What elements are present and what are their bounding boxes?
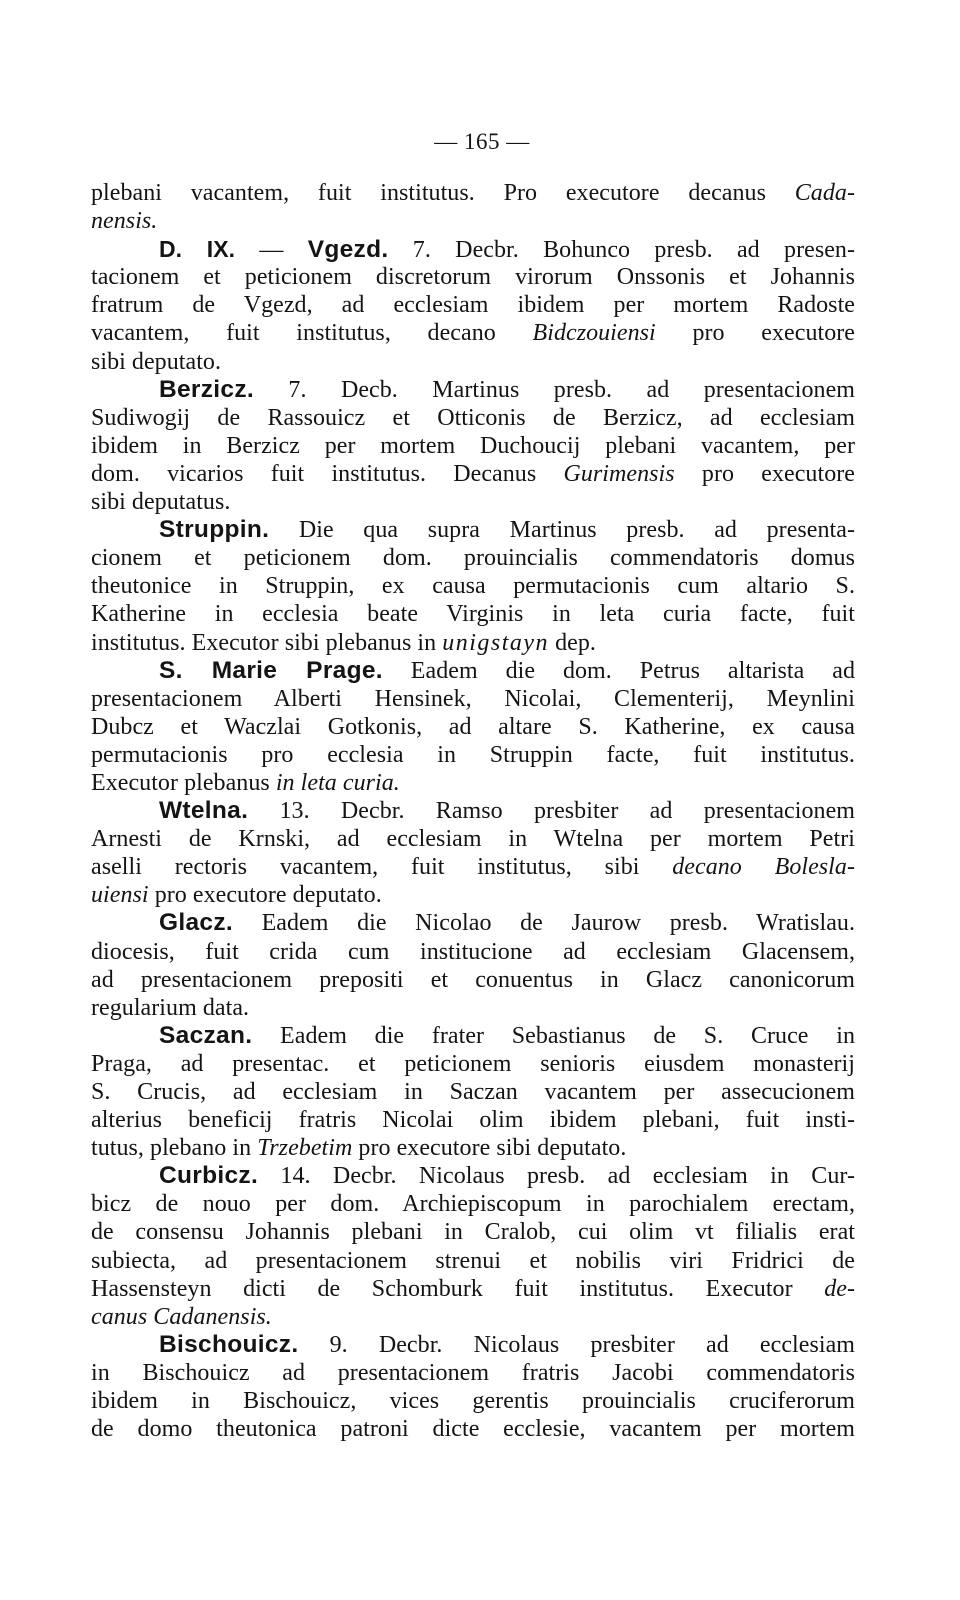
entry-first-line: [91, 1022, 855, 1050]
book-page: [91, 127, 855, 1443]
text-segment: de consensu Johannis plebani in Cralob, cui olim vt filialis erat: [91, 1219, 855, 1246]
text-segment: in Bischouicz ad presentacionem fratris Jacobi commendatoris: [91, 1359, 855, 1386]
text-segment: theutonice in Struppin, ex causa permutacionis cum altario S.: [91, 573, 855, 600]
italic-text: canus Cadanensis.: [91, 1303, 272, 1330]
text-segment: de domo theutonica patroni dicte ecclesie, vacantem per mortem: [91, 1416, 855, 1443]
italic-text: decano Boleslа-: [672, 854, 855, 881]
text-segment: fratrum de Vgezd, ad ecclesiam ibidem per mortem Radoste: [91, 292, 855, 319]
italic-text: Cada-: [794, 180, 855, 206]
text-segment: permutacionis pro ecclesia in Struppin facte, fuit institutus.: [91, 741, 855, 768]
text-segment: dep.: [549, 629, 596, 656]
place-name-heading: S. Marie Prage.: [159, 656, 383, 684]
text-line: [91, 966, 855, 994]
entry-first-line: [91, 516, 855, 544]
text-line: [91, 1275, 855, 1303]
text-line: [91, 319, 855, 347]
text-line: [91, 769, 855, 797]
italic-text: unigstayn: [442, 629, 550, 656]
text-segment: bicz de nouo per dom. Archiepiscopum in parochialem erectam,: [91, 1191, 855, 1218]
text-line: [91, 1359, 855, 1387]
text-segment: institutus. Executor sibi plebanus in: [91, 629, 443, 656]
place-name-heading: Saczan.: [159, 1021, 253, 1049]
text-line: [91, 1218, 855, 1246]
text-segment: ad presentacionem prepositi et conuentus in Glacz canonicorum: [91, 966, 855, 993]
text-line: [91, 994, 855, 1022]
text-segment: 9. Decbr. Nicolaus presbiter ad ecclesiam: [298, 1331, 855, 1358]
entry-first-line: [91, 1331, 855, 1359]
place-name-heading: Berzicz.: [159, 375, 254, 403]
text-segment: diocesis, fuit crida cum institucione ad ecclesiam Glacensem,: [91, 938, 855, 965]
text-segment: 7. Decb. Martinus presb. ad presentacionem: [254, 376, 855, 403]
text-line: [91, 1190, 855, 1218]
place-name-heading: Vgezd.: [307, 236, 389, 264]
place-name-heading: Wtelna.: [159, 797, 249, 825]
text-segment: vacantem, fuit institutus, decano: [91, 320, 533, 347]
text-segment: dom. vicarios fuit institutus. Decanus: [91, 460, 564, 487]
text-line: [91, 291, 855, 319]
text-segment: plebani vacantem, fuit institutus. Pro executore decanus: [91, 180, 795, 206]
text-segment: pro executore sibi deputato.: [352, 1135, 627, 1162]
text-line: [91, 1247, 855, 1275]
text-line: [91, 713, 855, 741]
text-line: [91, 432, 855, 460]
text-line: [91, 544, 855, 572]
italic-text: Bidczouiensi: [532, 320, 656, 347]
text-line: [91, 1387, 855, 1415]
text-segment: ibidem in Berzicz per mortem Duchoucij plebani vacantem, per: [91, 432, 855, 459]
text-segment: regularium data.: [91, 994, 250, 1021]
text-line: [91, 572, 855, 600]
text-segment: presentacionem Alberti Hensinek, Nicolai, Clementerij, Meynlini: [91, 685, 855, 712]
entry-first-line: [91, 657, 855, 685]
text-line: [91, 404, 855, 432]
text-segment: 13. Decbr. Ramso presbiter ad presentacionem: [248, 798, 855, 825]
italic-text: de-: [824, 1275, 855, 1302]
text-line: [91, 1106, 855, 1134]
text-segment: S. Crucis, ad ecclesiam in Saczan vacantem per assecucionem: [91, 1079, 855, 1105]
text-segment: Eadem die dom. Petrus altarista ad: [382, 657, 855, 684]
text-line: [91, 600, 855, 628]
entry-first-line: [91, 376, 855, 404]
text-segment: —: [235, 237, 308, 264]
place-name-heading: Bischouicz.: [159, 1330, 299, 1358]
text-segment: cionem et peticionem dom. prouincialis commendatoris domus: [91, 545, 855, 572]
text-segment: Arnesti de Krnski, ad ecclesiam in Wtelna per mortem Petri: [91, 826, 855, 853]
text-segment: tutus, plebano in: [91, 1135, 258, 1162]
place-name-heading: Glacz.: [159, 909, 233, 937]
text-line: [91, 179, 855, 207]
text-segment: aselli rectoris vacantem, fuit institutus, sibi: [91, 854, 673, 881]
text-line: [91, 263, 855, 291]
text-segment: alterius beneficij fratris Nicolai olim ibidem plebani, fuit insti-: [91, 1107, 855, 1134]
entry-first-line: [91, 909, 855, 937]
text-line: [91, 1134, 855, 1162]
text-segment: Dubcz et Waczlai Gotkonis, ad altare S. Katherine, ex causa: [91, 713, 855, 740]
text-line: [91, 1078, 855, 1106]
text-segment: 14. Decbr. Nicolaus presb. ad ecclesiam in Cur-: [258, 1163, 855, 1190]
text-segment: sibi deputatus.: [91, 489, 231, 516]
text-segment: Katherine in ecclesia beate Virginis in leta curia facte, fuit: [91, 601, 855, 628]
text-segment: Executor plebanus: [91, 769, 276, 796]
text-segment: pro executore deputato.: [148, 882, 382, 909]
italic-text: Trzebetim: [257, 1135, 353, 1162]
text-line: [91, 825, 855, 853]
page-number: — 165 —: [434, 129, 530, 154]
section-heading: D. IX.: [159, 236, 236, 263]
text-line: [91, 1415, 855, 1443]
text-segment: Die qua supra Martinus presb. ad presenta-: [269, 517, 855, 544]
text-segment: ibidem in Bischouicz, vices gerentis prouincialis cruciferorum: [91, 1388, 855, 1415]
italic-text: in leta curia.: [275, 769, 400, 796]
text-segment: 7. Decbr. Bohunco presb. ad presen-: [388, 237, 856, 264]
text-line: [91, 881, 855, 909]
page-body-text: [91, 179, 855, 1443]
italic-text: nensis.: [91, 208, 158, 235]
italic-text: Gurimensis: [563, 460, 675, 487]
text-segment: pro executore: [655, 320, 856, 347]
text-line: [91, 207, 855, 235]
text-line: [91, 460, 855, 488]
text-segment: Hassensteyn dicti de Schomburk fuit institutus. Executor: [91, 1275, 825, 1302]
text-line: [91, 348, 855, 376]
text-segment: Eadem die Nicolao de Jaurow presb. Wratislau.: [232, 910, 855, 937]
text-segment: Praga, ad presentac. et peticionem senioris eiusdem monasterij: [91, 1050, 855, 1077]
text-segment: sibi deputato.: [91, 348, 222, 375]
entry-first-line: [91, 1162, 855, 1190]
text-line: [91, 1303, 855, 1331]
place-name-heading: Curbicz.: [159, 1162, 259, 1190]
entry-first-line: [91, 235, 855, 263]
text-segment: pro executore: [674, 460, 855, 487]
text-line: [91, 853, 855, 881]
text-line: [91, 1050, 855, 1078]
text-line: [91, 488, 855, 516]
text-line: [91, 629, 855, 657]
place-name-heading: Struppin.: [159, 516, 270, 544]
text-segment: Eadem die frater Sebastianus de S. Cruce in: [252, 1022, 855, 1049]
text-segment: subiecta, ad presentacionem strenui et nobilis viri Fridrici de: [91, 1247, 855, 1274]
entry-first-line: [91, 797, 855, 825]
text-line: [91, 685, 855, 713]
text-line: [91, 741, 855, 769]
text-segment: Sudiwogij de Rassouicz et Otticonis de Berzicz, ad ecclesiam: [91, 404, 855, 431]
text-line: [91, 938, 855, 966]
text-segment: tacionem et peticionem discretorum virorum Onssonis et Johannis: [91, 264, 855, 291]
italic-text: uiensi: [91, 882, 149, 909]
